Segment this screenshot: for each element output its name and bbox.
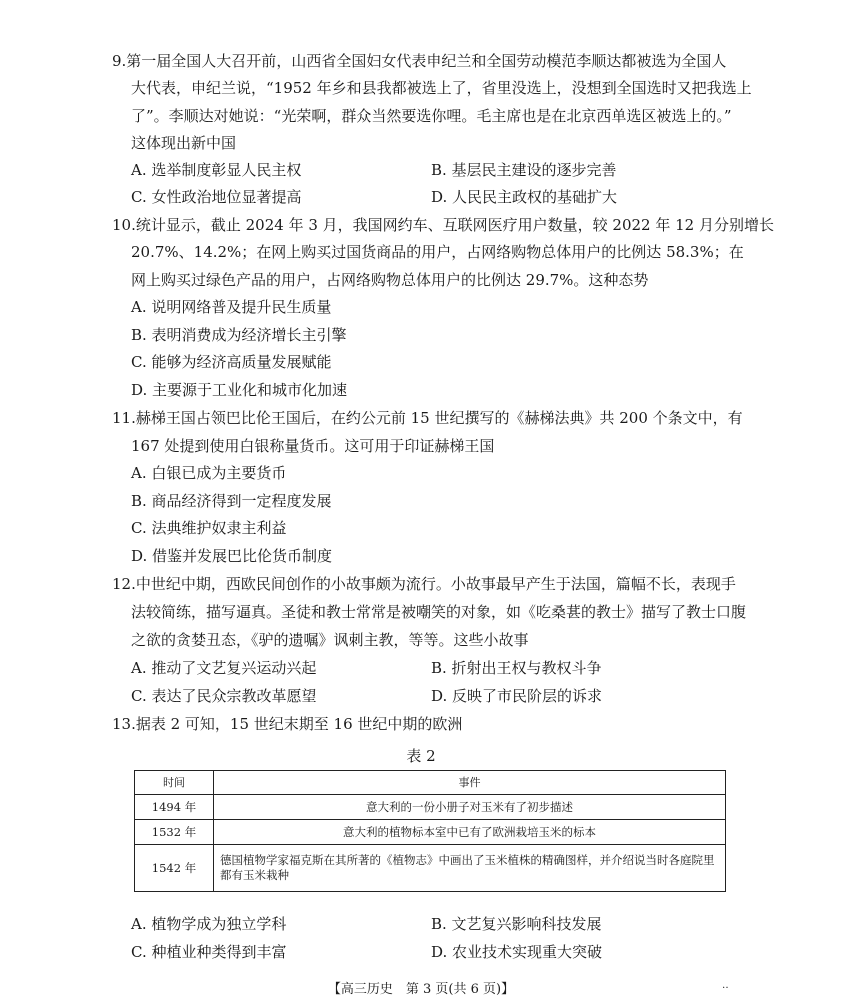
q13-option-b[interactable]: B. 文艺复兴影响科技发展 — [431, 915, 602, 933]
table-cell-year: 1494 年 — [135, 795, 214, 820]
q12-option-a[interactable]: A. 推动了文艺复兴运动兴起 — [131, 659, 317, 677]
q9-option-a[interactable]: A. 选举制度彰显人民主权 — [131, 161, 302, 179]
table-header-event: 事件 — [214, 771, 726, 795]
table-row — [135, 820, 726, 845]
q9-stem-line-3: 了”。李顺达对她说：“光荣啊，群众当然要选你哩。毛主席也是在北京西单选区被选上的。” — [131, 107, 732, 125]
events-table — [134, 770, 726, 892]
q10-stem-line-3: 网上购买过绿色产品的用户，占网络购物总体用户的比例达 29.7%。这种态势 — [131, 271, 649, 289]
q9-option-b[interactable]: B. 基层民主建设的逐步完善 — [431, 161, 617, 179]
q11-option-a[interactable]: A. 白银已成为主要货币 — [131, 464, 287, 482]
q13-option-c[interactable]: C. 种植业种类得到丰富 — [131, 943, 287, 961]
q12-option-d[interactable]: D. 反映了市民阶层的诉求 — [431, 687, 603, 705]
table-caption: 表 2 — [406, 747, 436, 765]
q9-option-d[interactable]: D. 人民民主政权的基础扩大 — [431, 188, 618, 206]
q11-stem-line-1: 11.赫梯王国占领巴比伦王国后，在约公元前 15 世纪撰写的《赫梯法典》共 200 个条文中，有 — [112, 409, 743, 427]
page-footer: 【高三历史 第 3 页(共 6 页)】 — [327, 982, 515, 997]
q11-stem-line-2: 167 处提到使用白银称量货币。这可用于印证赫梯王国 — [131, 437, 495, 455]
q12-stem-line-2: 法较简练，描写逼真。圣徒和教士常常是被嘲笑的对象，如《吃桑葚的教士》描写了教士口腹 — [131, 603, 747, 621]
q11-option-b[interactable]: B. 商品经济得到一定程度发展 — [131, 492, 332, 510]
q12-stem-line-3: 之欲的贪婪丑态，《驴的遗嘱》讽刺主教，等等。这些小故事 — [131, 631, 529, 649]
table-header-time: 时间 — [135, 771, 214, 795]
table-cell-year: 1542 年 — [135, 845, 214, 892]
table-row — [135, 845, 726, 892]
q9-stem-line-2: 大代表，申纪兰说，“1952 年乡和县我都被选上了，省里没选上，没想到全国选时又把我选上 — [131, 79, 752, 97]
q12-stem-line-1: 12.中世纪中期，西欧民间创作的小故事颇为流行。小故事最早产生于法国，篇幅不长，表现手 — [112, 575, 736, 593]
q9-stem-line-4: 这体现出新中国 — [131, 134, 237, 152]
q10-option-d[interactable]: D. 主要源于工业化和城市化加速 — [131, 381, 348, 399]
table-cell-event: 德国植物学家福克斯在其所著的《植物志》中画出了玉米植株的精确图样，并介绍说当时各庭院里都有玉米栽种 — [214, 845, 726, 892]
q12-option-c[interactable]: C. 表达了民众宗教改革愿望 — [131, 687, 317, 705]
table-cell-event: 意大利的植物标本室中已有了欧洲栽培玉米的标本 — [214, 820, 726, 845]
q13-option-a[interactable]: A. 植物学成为独立学科 — [131, 915, 287, 933]
footer-mark: ‥ — [722, 980, 729, 991]
table-cell-event: 意大利的一份小册子对玉米有了初步描述 — [214, 795, 726, 820]
table-row — [135, 795, 726, 820]
q9-stem-line-1: 9.第一届全国人大召开前，山西省全国妇女代表申纪兰和全国劳动模范李顺达都被选为全国人 — [112, 52, 727, 70]
q13-option-d[interactable]: D. 农业技术实现重大突破 — [431, 943, 603, 961]
q9-option-c[interactable]: C. 女性政治地位显著提高 — [131, 188, 302, 206]
q11-option-c[interactable]: C. 法典维护奴隶主利益 — [131, 519, 287, 537]
q11-option-d[interactable]: D. 借鉴并发展巴比伦货币制度 — [131, 547, 333, 565]
q12-option-b[interactable]: B. 折射出王权与教权斗争 — [431, 659, 602, 677]
q10-option-c[interactable]: C. 能够为经济高质量发展赋能 — [131, 353, 332, 371]
q10-stem-line-2: 20.7%、14.2%；在网上购买过国货商品的用户，占网络购物总体用户的比例达 58.3%；在 — [131, 243, 744, 261]
q10-option-b[interactable]: B. 表明消费成为经济增长主引擎 — [131, 326, 347, 344]
q10-option-a[interactable]: A. 说明网络普及提升民生质量 — [131, 298, 332, 316]
table-cell-year: 1532 年 — [135, 820, 214, 845]
q13-stem-line-1: 13.据表 2 可知，15 世纪末期至 16 世纪中期的欧洲 — [112, 715, 463, 733]
q10-stem-line-1: 10.统计显示，截止 2024 年 3 月，我国网约车、互联网医疗用户数量，较 2022 年 12 月分别增长 — [112, 216, 774, 234]
